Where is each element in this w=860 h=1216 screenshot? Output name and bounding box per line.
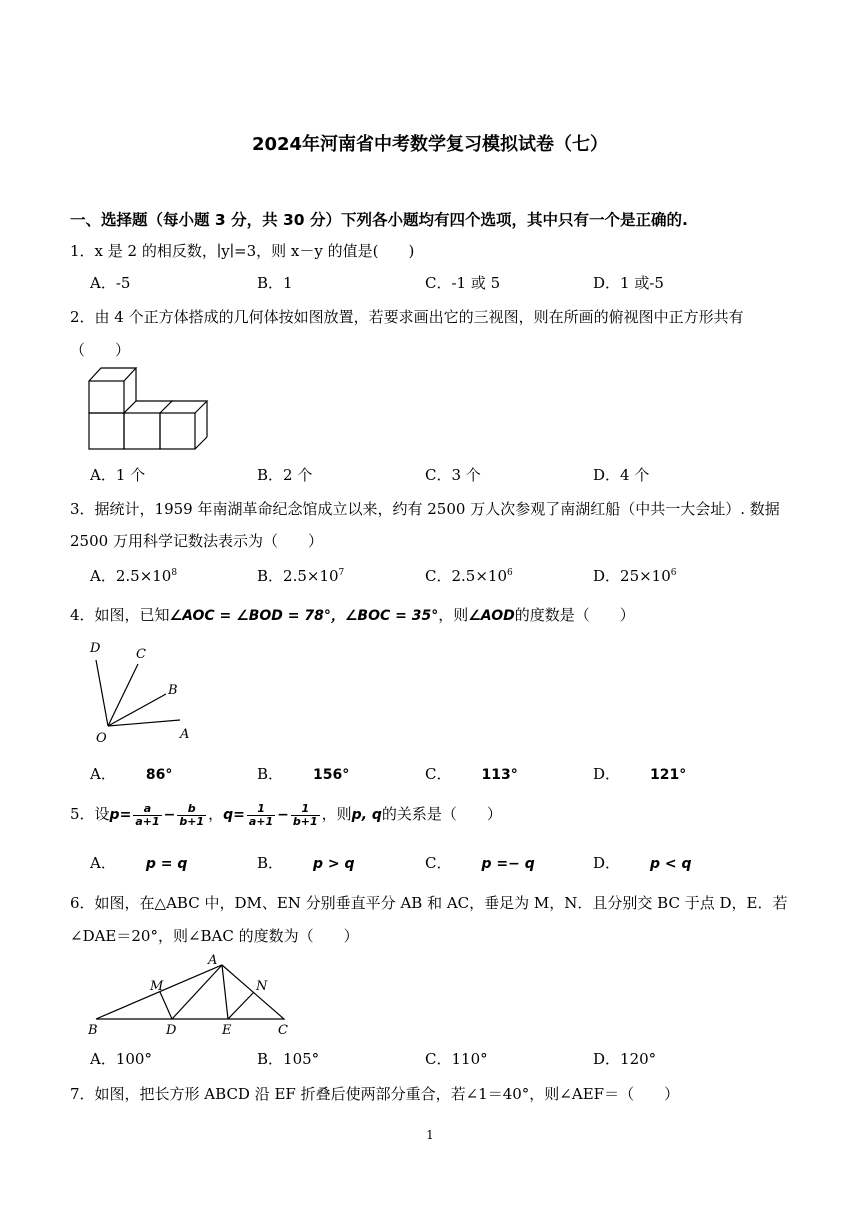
q3-option-b: B．$2.5\times 10^7$ (257, 567, 345, 585)
page-number: 1 (426, 1128, 434, 1142)
question-2-text-line2: （ ） (70, 341, 131, 359)
cube-stack-figure (88, 365, 213, 453)
label-B: B (168, 683, 178, 698)
q4-option-d: D． 121° (593, 765, 687, 783)
q2-option-d: D．4 个 (593, 466, 650, 484)
q4-option-b: B． 156° (257, 765, 350, 783)
q2-option-a: A．1 个 (90, 466, 146, 484)
q5-option-d: D． p < q (593, 854, 692, 872)
triangle-figure (84, 952, 309, 1040)
q1-option-b: B．1 (257, 274, 293, 292)
angle-rays-figure (84, 638, 204, 748)
fraction-1-over-a1: $\frac{1}{a+1}$ (248, 801, 274, 828)
label-A: A (208, 953, 218, 968)
label-C: C (278, 1023, 288, 1038)
question-2-text-line1: 2．由 4 个正方体搭成的几何体按如图放置，若要求画出它的三视图，则在所画的俯视图中正方形共有 (70, 308, 744, 326)
q6-option-a: A．100° (90, 1050, 152, 1068)
q1-option-c: C．-1 或 5 (425, 274, 501, 292)
q6-option-d: D．120° (593, 1050, 657, 1068)
q5-option-a: A． p = q (90, 854, 188, 872)
q5-option-b: B． p > q (257, 854, 355, 872)
question-4-text: 4．如图，已知∠AOC = ∠BOD = 78°，∠BOC = 35°，则∠AOD的度数是（ ） (70, 606, 635, 624)
label-B: B (88, 1023, 98, 1038)
label-N: N (256, 979, 268, 994)
page-title: 2024年河南省中考数学复习模拟试卷（七） (251, 134, 609, 155)
question-6-text-line1: 6．如图，在△ABC 中，DM、EN 分别垂直平分 AB 和 AC，垂足为 M，N．且分别交 BC 于点 D，E．若 (70, 894, 788, 912)
question-7-text: 7．如图，把长方形 ABCD 沿 EF 折叠后使两部分重合，若∠1＝40°，则∠AEF＝（ ） (70, 1085, 680, 1103)
question-3-text-line1: 3．据统计，1959 年南湖革命纪念馆成立以来，约有 2500 万人次参观了南湖红船（中共一大会址）. 数据 (70, 500, 780, 518)
label-M: M (150, 979, 164, 994)
label-O: O (96, 731, 107, 746)
q2-option-c: C．3 个 (425, 466, 481, 484)
label-E: E (222, 1023, 232, 1038)
q4-option-a: A． 86° (90, 765, 173, 783)
question-3-text-line2: 2500 万用科学记数法表示为（ ） (70, 532, 323, 550)
q5-option-c: C． p =− q (425, 854, 535, 872)
section-heading: 一、选择题（每小题 3 分，共 30 分）下列各小题均有四个选项，其中只有一个是正确的. (70, 211, 688, 229)
label-D: D (166, 1023, 177, 1038)
q3-option-a: A．$2.5\times 10^8$ (90, 567, 178, 585)
q1-option-d: D．1 或-5 (593, 274, 664, 292)
q6-option-b: B．105° (257, 1050, 320, 1068)
question-6-text-line2: ∠DAE＝20°，则∠BAC 的度数为（ ） (70, 927, 359, 945)
label-C: C (136, 647, 146, 662)
label-D: D (90, 641, 101, 656)
q3-option-d: D．$25\times 10^6$ (593, 567, 677, 585)
fraction-1-over-b1: $\frac{1}{b+1}$ (292, 801, 318, 828)
q2-option-b: B．2 个 (257, 466, 313, 484)
question-5-text: 5．设p= $\frac{a}{a+1}$ − $\frac{b}{b+1}$ ，q= $\frac{1}{a+1}$ − $\frac{1}{b+1}$ ，则p, q的关系是（ ） (70, 801, 502, 828)
fraction-b-over-b1: $\frac{b}{b+1}$ (179, 801, 205, 828)
q6-option-c: C．110° (425, 1050, 488, 1068)
q4-option-c: C． 113° (425, 765, 518, 783)
q1-option-a: A．-5 (90, 274, 131, 292)
fraction-a-over-a1: $\frac{a}{a+1}$ (135, 801, 160, 828)
q3-option-c: C．$2.5\times 10^6$ (425, 567, 513, 585)
question-1-text: 1．x 是 2 的相反数，∣y∣=3，则 x－y 的值是( ) (70, 242, 415, 260)
label-A: A (180, 727, 190, 742)
